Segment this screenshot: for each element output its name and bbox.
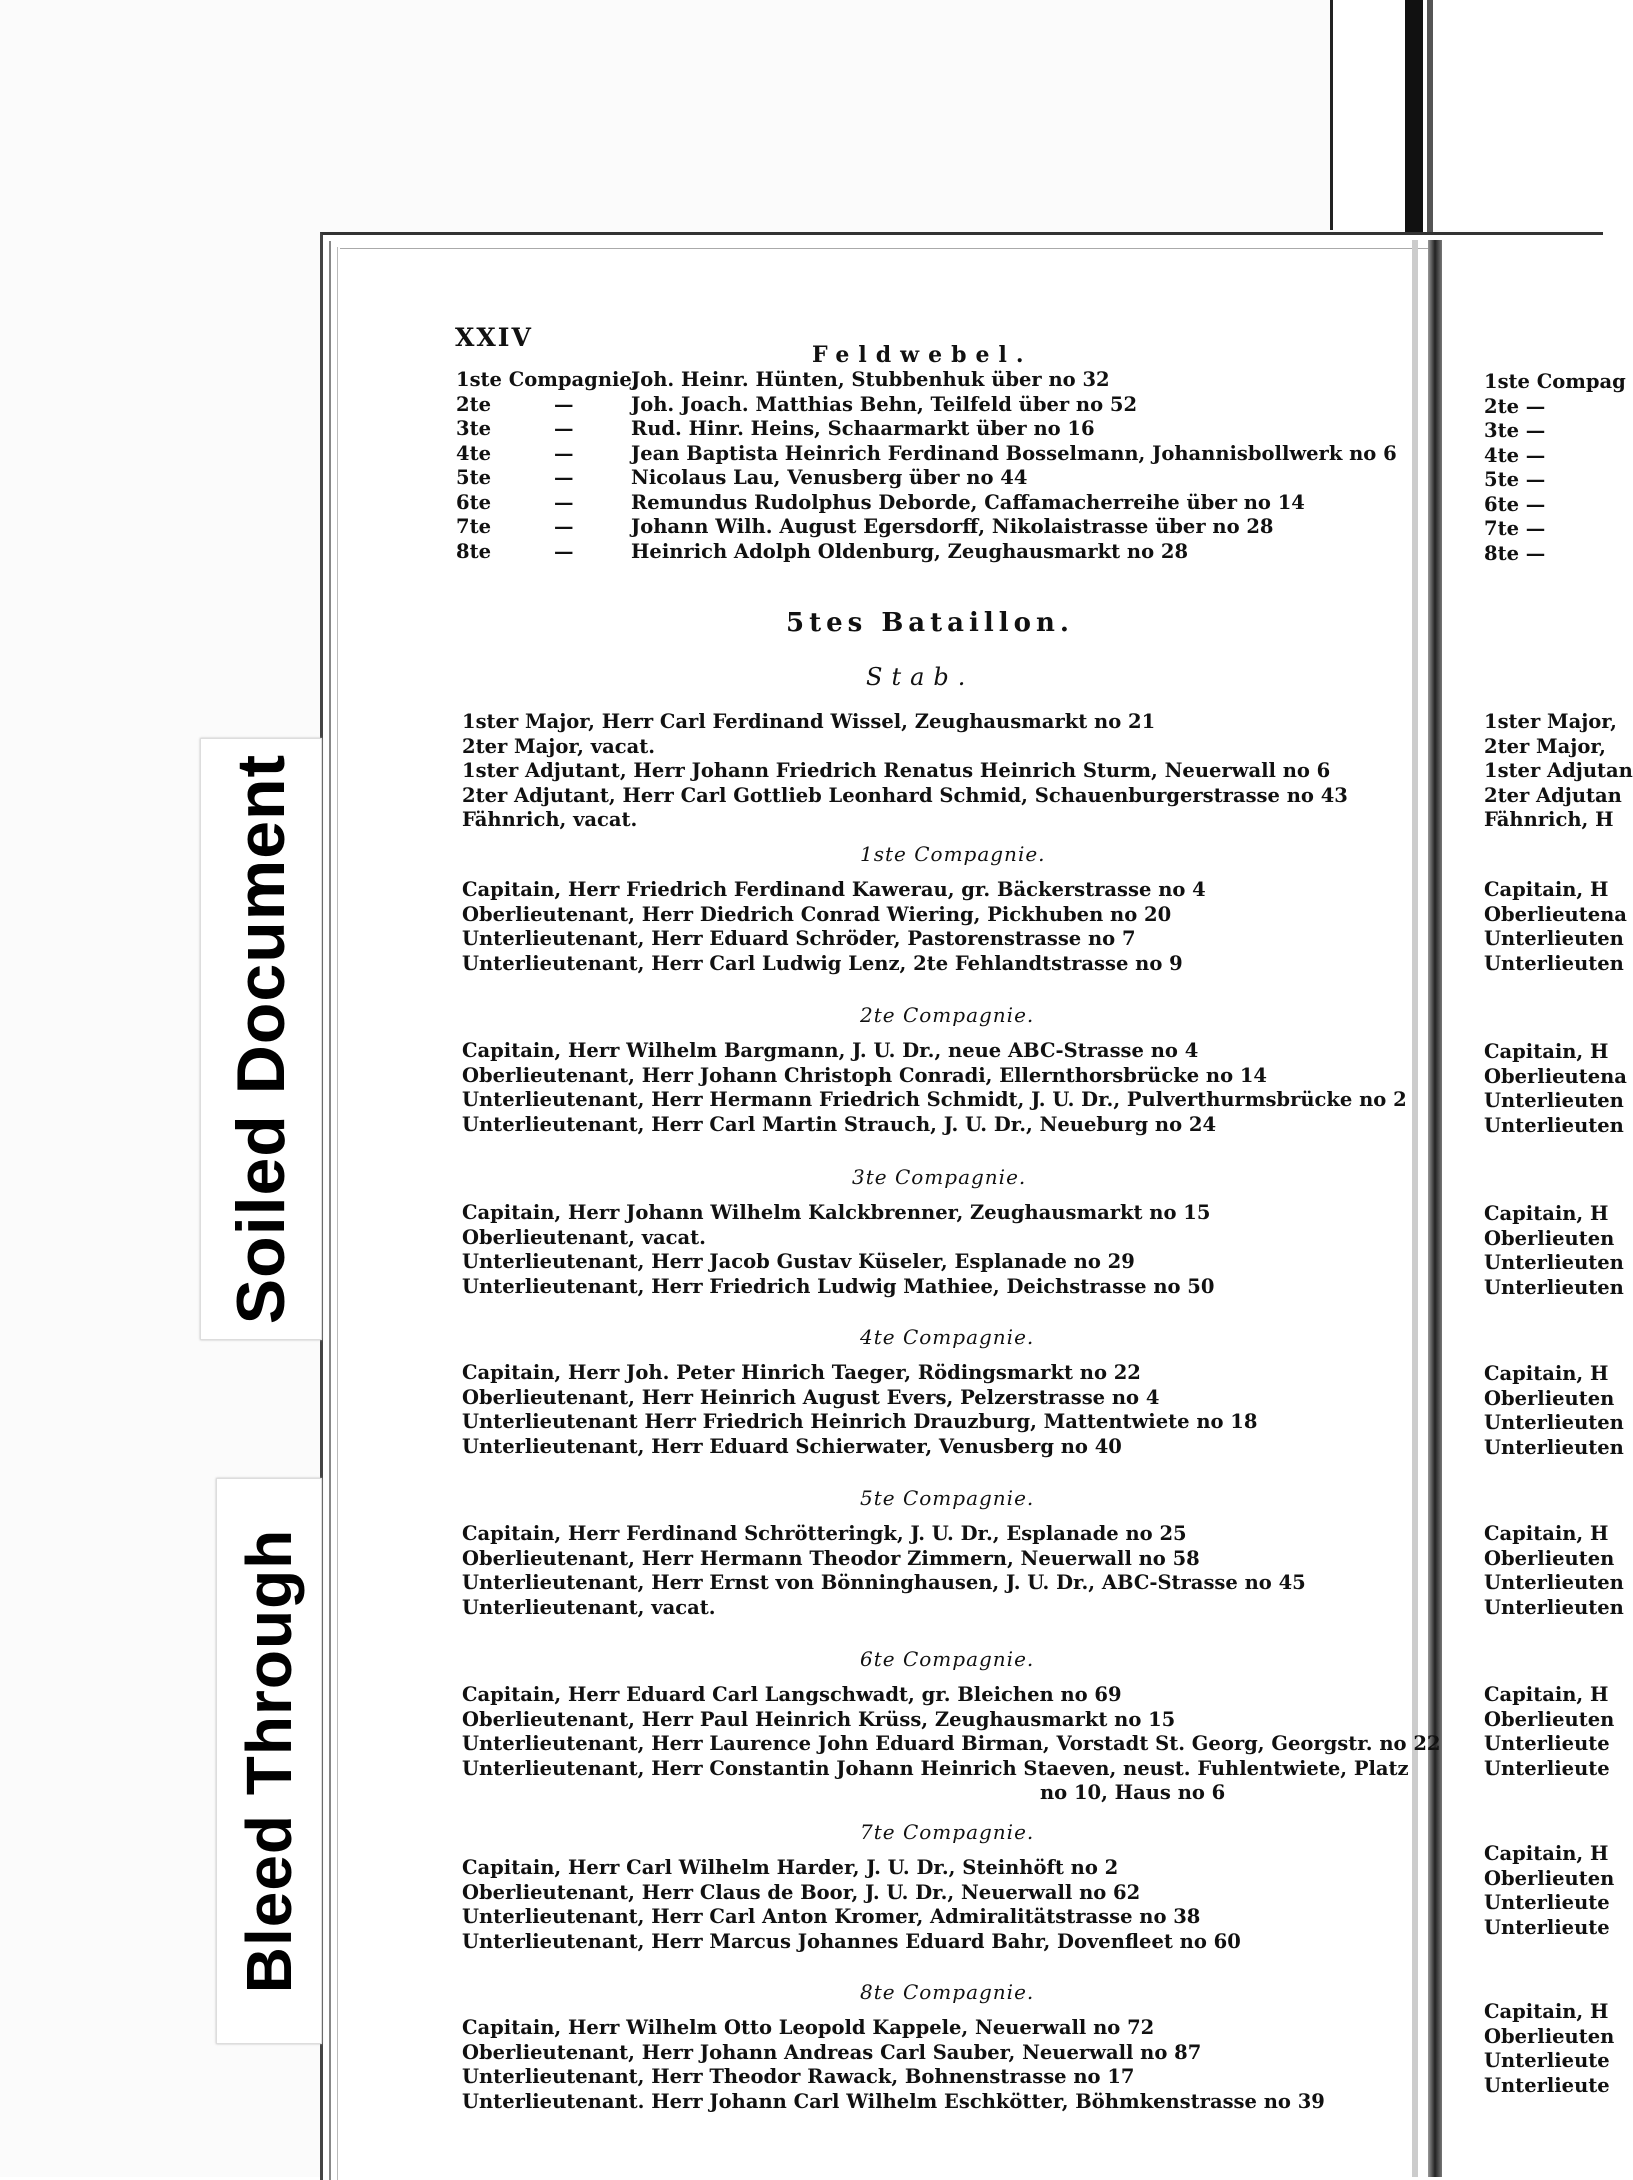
opposite-company-line: Unterlieuten	[1484, 951, 1624, 975]
opposite-company-line: Unterlieuten	[1484, 1435, 1624, 1459]
company-officer-line: Unterlieutenant, Herr Hermann Friedrich Schmidt, J. U. Dr., Pulverthurmsbrücke no 2	[462, 1088, 1407, 1111]
opposite-feldwebel-line: 5te —	[1484, 468, 1546, 491]
gutter-highlight	[1412, 240, 1418, 2177]
company-officer-line: Oberlieutenant, vacat.	[462, 1225, 706, 1249]
company-officer-line: Unterlieutenant, Herr Friedrich Ludwig Mathiee, Deichstrasse no 50	[462, 1274, 1215, 1298]
opposite-stab-line: 2ter Major,	[1484, 734, 1606, 758]
feldwebel-company: 4te	[456, 441, 491, 465]
company-title: 3te Compagnie.	[852, 1165, 1027, 1189]
page-edge-shadow-2	[1427, 0, 1433, 240]
feldwebel-entry: Heinrich Adolph Oldenburg, Zeughausmarkt no 28	[631, 539, 1189, 563]
company-title: 2te Compagnie.	[860, 1003, 1035, 1027]
stab-line: 1ster Major, Herr Carl Ferdinand Wissel, Zeughausmarkt no 21	[462, 710, 1156, 733]
opposite-company-line: Unterlieuten	[1484, 1089, 1624, 1112]
feldwebel-company: 5te	[456, 466, 491, 489]
company-title: 1ste Compagnie.	[860, 842, 1046, 866]
company-officer-line: Unterlieutenant, Herr Constantin Johann Heinrich Staeven, neust. Fuhlentwiete, Platz	[462, 1756, 1409, 1780]
company-officer-line: Oberlieutenant, Herr Heinrich August Evers, Pelzerstrasse no 4	[462, 1385, 1160, 1409]
opposite-company-line: Unterlieuten	[1484, 1595, 1624, 1619]
company-officer-line: Unterlieutenant. Herr Johann Carl Wilhelm Eschkötter, Böhmkenstrasse no 39	[462, 2089, 1325, 2113]
feldwebel-company: 1ste Compagnie,	[456, 368, 639, 391]
opposite-company-line: Capitain, H	[1484, 1683, 1609, 1706]
opposite-feldwebel-line: 3te —	[1484, 419, 1546, 442]
opposite-company-line: Unterlieuten	[1484, 1251, 1624, 1274]
company-officer-line: Capitain, Herr Eduard Carl Langschwadt, gr. Bleichen no 69	[462, 1683, 1122, 1706]
company-officer-line: Oberlieutenant, Herr Hermann Theodor Zimmern, Neuerwall no 58	[462, 1546, 1200, 1570]
feldwebel-entry: Joh. Joach. Matthias Behn, Teilfeld über no 52	[631, 392, 1138, 416]
company-title: 6te Compagnie.	[860, 1647, 1035, 1671]
company-officer-line: Oberlieutenant, Herr Claus de Boor, J. U. Dr., Neuerwall no 62	[462, 1880, 1141, 1904]
company-officer-line: Unterlieutenant, Herr Ernst von Bönninghausen, J. U. Dr., ABC-Strasse no 45	[462, 1571, 1306, 1594]
opposite-company-line: Oberlieuten	[1484, 1866, 1615, 1890]
opposite-company-line: Unterlieuten	[1484, 1571, 1624, 1594]
feldwebel-entry: Johann Wilh. August Egersdorff, Nikolaistrasse über no 28	[631, 515, 1274, 538]
page-edge-shadow	[1405, 0, 1423, 240]
company-officer-line: Unterlieutenant, vacat.	[462, 1595, 716, 1619]
company-officer-line: Capitain, Herr Wilhelm Otto Leopold Kappele, Neuerwall no 72	[462, 2016, 1155, 2039]
feldwebel-entry: Nicolaus Lau, Venusberg über no 44	[631, 466, 1028, 489]
feldwebel-company: 8te	[456, 539, 491, 563]
company-officer-line: Unterlieutenant, Herr Theodor Rawack, Bohnenstrasse no 17	[462, 2065, 1135, 2088]
feldwebel-dash: —	[554, 466, 574, 489]
opposite-stab-line: Fähnrich, H	[1484, 808, 1614, 831]
opposite-stab-line: 1ster Major,	[1484, 710, 1617, 733]
company-title: 4te Compagnie.	[860, 1325, 1035, 1349]
company-officer-line: no 10, Haus no 6	[1040, 1781, 1226, 1804]
stab-line: 2ter Adjutant, Herr Carl Gottlieb Leonhard Schmid, Schauenburgerstrasse no 43	[462, 783, 1348, 807]
feldwebel-entry: Rud. Hinr. Heins, Schaarmarkt über no 16	[631, 417, 1095, 440]
opposite-feldwebel-line: 8te —	[1484, 541, 1546, 565]
feldwebel-entry: Joh. Heinr. Hünten, Stubbenhuk über no 32	[631, 368, 1110, 391]
feldwebel-company: 3te	[456, 417, 491, 440]
adjacent-page-edge	[1330, 0, 1603, 230]
company-officer-line: Unterlieutenant, Herr Eduard Schröder, Pastorenstrasse no 7	[462, 927, 1136, 950]
feldwebel-dash: —	[554, 490, 574, 514]
feldwebel-dash: —	[554, 441, 574, 465]
opposite-company-line: Oberlieuten	[1484, 1546, 1615, 1570]
company-officer-line: Oberlieutenant, Herr Johann Andreas Carl Sauber, Neuerwall no 87	[462, 2040, 1202, 2064]
bleed-through-label: Bleed Through	[233, 1528, 305, 1994]
feldwebel-dash: —	[554, 392, 574, 416]
feldwebel-dash: —	[554, 539, 574, 563]
stab-line: Fähnrich, vacat.	[462, 808, 638, 831]
opposite-company-line: Oberlieuten	[1484, 1707, 1615, 1731]
company-officer-line: Unterlieutenant, Herr Marcus Johannes Eduard Bahr, Dovenfleet no 60	[462, 1929, 1241, 1953]
opposite-feldwebel-line: 6te —	[1484, 492, 1546, 516]
opposite-company-line: Unterlieute	[1484, 1891, 1610, 1914]
soiled-document-sticker	[200, 738, 322, 1340]
bleed-through-sticker	[216, 1478, 322, 2044]
feldwebel-entry: Remundus Rudolphus Deborde, Caffamacherreihe über no 14	[631, 490, 1305, 514]
stab-line: 2ter Major, vacat.	[462, 734, 656, 758]
company-officer-line: Unterlieutenant, Herr Laurence John Eduard Birman, Vorstadt St. Georg, Georgstr. no 22	[462, 1732, 1441, 1755]
book-gutter	[1428, 240, 1442, 2177]
company-officer-line: Oberlieutenant, Herr Diedrich Conrad Wiering, Pickhuben no 20	[462, 902, 1172, 926]
opposite-company-line: Capitain, H	[1484, 1040, 1609, 1063]
company-officer-line: Oberlieutenant, Herr Paul Heinrich Krüss, Zeughausmarkt no 15	[462, 1707, 1176, 1731]
feldwebel-company: 2te	[456, 392, 491, 416]
opposite-feldwebel-line: 7te —	[1484, 517, 1546, 540]
opposite-company-line: Capitain, H	[1484, 1202, 1609, 1225]
stab-title: Stab.	[866, 663, 975, 691]
opposite-company-line: Oberlieuten	[1484, 1386, 1615, 1410]
battalion-title: 5tes Bataillon.	[786, 608, 1074, 638]
company-officer-line: Capitain, Herr Joh. Peter Hinrich Taeger, Rödingsmarkt no 22	[462, 1361, 1141, 1384]
company-title: 7te Compagnie.	[860, 1820, 1035, 1844]
opposite-company-line: Unterlieute	[1484, 1732, 1610, 1755]
opposite-company-line: Capitain, H	[1484, 878, 1609, 901]
company-officer-line: Unterlieutenant, Herr Carl Martin Strauch, J. U. Dr., Neueburg no 24	[462, 1112, 1217, 1136]
company-officer-line: Unterlieutenant, Herr Eduard Schierwater, Venusberg no 40	[462, 1434, 1122, 1458]
opposite-company-line: Oberlieutena	[1484, 1064, 1627, 1088]
company-title: 5te Compagnie.	[860, 1486, 1035, 1510]
opposite-company-line: Capitain, H	[1484, 1362, 1609, 1385]
opposite-company-line: Unterlieute	[1484, 1756, 1610, 1780]
feldwebel-title: Feldwebel.	[812, 342, 1033, 368]
opposite-stab-line: 1ster Adjutan	[1484, 759, 1633, 782]
company-officer-line: Capitain, Herr Johann Wilhelm Kalckbrenner, Zeughausmarkt no 15	[462, 1201, 1211, 1224]
opposite-stab-line: 2ter Adjutan	[1484, 783, 1622, 807]
company-officer-line: Unterlieutenant, Herr Jacob Gustav Küseler, Esplanade no 29	[462, 1250, 1135, 1273]
company-officer-line: Oberlieutenant, Herr Johann Christoph Conradi, Ellernthorsbrücke no 14	[462, 1063, 1268, 1087]
opposite-company-line: Unterlieute	[1484, 2049, 1610, 2072]
opposite-company-line: Oberlieutena	[1484, 902, 1627, 926]
company-officer-line: Capitain, Herr Friedrich Ferdinand Kawerau, gr. Bäckerstrasse no 4	[462, 878, 1206, 901]
company-officer-line: Unterlieutenant Herr Friedrich Heinrich Drauzburg, Mattentwiete no 18	[462, 1410, 1258, 1433]
opposite-company-line: Capitain, H	[1484, 1522, 1609, 1545]
page-top-rule	[340, 248, 1430, 249]
company-officer-line: Unterlieutenant, Herr Carl Anton Kromer, Admiralitätstrasse no 38	[462, 1905, 1201, 1928]
page-number: XXIV	[455, 323, 533, 352]
opposite-feldwebel-line: 2te —	[1484, 394, 1546, 418]
opposite-feldwebel-line: 1ste Compag	[1484, 370, 1626, 393]
company-title: 8te Compagnie.	[860, 1980, 1035, 2004]
opposite-company-line: Unterlieute	[1484, 1915, 1610, 1939]
opposite-company-line: Unterlieuten	[1484, 1275, 1624, 1299]
feldwebel-company: 7te	[456, 515, 491, 538]
stab-line: 1ster Adjutant, Herr Johann Friedrich Renatus Heinrich Sturm, Neuerwall no 6	[462, 759, 1331, 782]
opposite-company-line: Unterlieuten	[1484, 1113, 1624, 1137]
feldwebel-dash: —	[554, 417, 574, 440]
company-officer-line: Capitain, Herr Carl Wilhelm Harder, J. U. Dr., Steinhöft no 2	[462, 1856, 1119, 1879]
feldwebel-entry: Jean Baptista Heinrich Ferdinand Bosselmann, Johannisbollwerk no 6	[631, 441, 1397, 465]
soiled-document-label: Soiled Document	[223, 753, 299, 1325]
opposite-company-line: Capitain, H	[1484, 1842, 1609, 1865]
feldwebel-dash: —	[554, 515, 574, 538]
opposite-company-line: Unterlieute	[1484, 2073, 1610, 2097]
opposite-company-line: Unterlieuten	[1484, 1411, 1624, 1434]
feldwebel-company: 6te	[456, 490, 491, 514]
opposite-feldwebel-line: 4te —	[1484, 443, 1546, 467]
opposite-company-line: Oberlieuten	[1484, 1226, 1615, 1250]
opposite-company-line: Unterlieuten	[1484, 927, 1624, 950]
opposite-company-line: Oberlieuten	[1484, 2024, 1615, 2048]
company-officer-line: Capitain, Herr Ferdinand Schrötteringk, J. U. Dr., Esplanade no 25	[462, 1522, 1187, 1545]
company-officer-line: Unterlieutenant, Herr Carl Ludwig Lenz, 2te Fehlandtstrasse no 9	[462, 951, 1183, 975]
opposite-company-line: Capitain, H	[1484, 2000, 1609, 2023]
company-officer-line: Capitain, Herr Wilhelm Bargmann, J. U. Dr., neue ABC-Strasse no 4	[462, 1039, 1199, 1062]
